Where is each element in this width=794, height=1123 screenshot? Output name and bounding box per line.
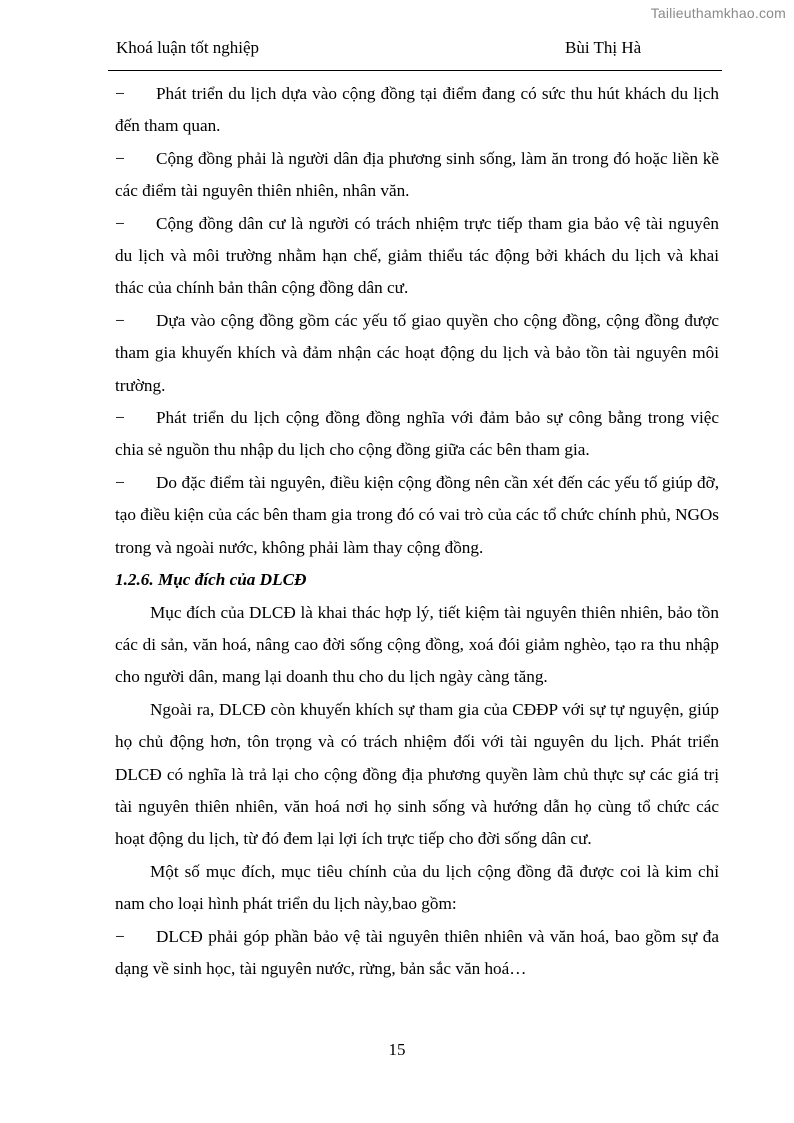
list-item-text: Dựa vào cộng đồng gồm các yếu tố giao quyền cho cộng đồng, cộng đồng được tham gia khuyến khích và đảm nhận các hoạt động du lịch và bảo tồn tài nguyên môi trường. [115, 310, 719, 395]
header-title: Khoá luận tốt nghiệp [116, 38, 260, 57]
list-item-text: DLCĐ phải góp phần bảo vệ tài nguyên thiên nhiên và văn hoá, bao gồm sự đa dạng về sinh học, tài nguyên nước, rừng, bản sắc văn hoá… [115, 926, 719, 978]
list-item [115, 78, 719, 143]
list-item [115, 402, 719, 467]
body-paragraph: Một số mục đích, mục tiêu chính của du lịch cộng đồng đã được coi là kim chỉ nam cho loại hình phát triển du lịch này,bao gồm: [115, 861, 719, 914]
bullet-dash: − [115, 310, 125, 330]
bullet-dash: − [115, 472, 125, 492]
list-item [115, 467, 719, 564]
bullet-dash: − [115, 926, 125, 946]
list-item [115, 305, 719, 402]
bullet-dash: − [115, 148, 125, 168]
list-item-text: Do đặc điểm tài nguyên, điều kiện cộng đồng nên cần xét đến các yếu tố giúp đỡ, tạo điều kiện của các bên tham gia trong đó có vai trò của các tổ chức chính phủ, NGOs trong và ngoài nước, không phải làm thay cộng đồng. [115, 472, 719, 557]
bullet-dash: − [115, 408, 125, 428]
header-author: Bùi Thị Hà [565, 38, 642, 57]
list-item-text: Phát triển du lịch cộng đồng đồng nghĩa với đảm bảo sự công bằng trong việc chia sẻ nguồn thu nhập du lịch cho cộng đồng giữa các bên tham gia. [115, 408, 719, 460]
section-heading: 1.2.6. Mục đích của DLCĐ [115, 570, 307, 590]
body-paragraph: Mục đích của DLCĐ là khai thác hợp lý, tiết kiệm tài nguyên thiên nhiên, bảo tồn các di sản, văn hoá, nâng cao đời sống cộng đồng, xoá đói giảm nghèo, tạo ra thu nhập cho người dân, mang lại doanh thu cho du lịch ngày càng tăng. [115, 602, 719, 687]
body-paragraph: Ngoài ra, DLCĐ còn khuyến khích sự tham gia của CĐĐP với sự tự nguyện, giúp họ chủ động hơn, tôn trọng và có trách nhiệm đối với tài nguyên du lịch. Phát triển DLCĐ có nghĩa là trả lại cho cộng đồng địa phương quyền làm chủ thực sự các giá trị tài nguyên thiên nhiên, văn hoá nơi họ sinh sống và hướng dẫn họ cùng tổ chức các hoạt động du lịch, từ đó đem lại lợi ích trực tiếp cho đời sống dân cư. [115, 699, 719, 849]
page-header [113, 38, 721, 66]
page-body [115, 78, 719, 985]
bullet-dash: − [115, 213, 125, 233]
list-item [115, 143, 719, 208]
list-item-text: Phát triển du lịch dựa vào cộng đồng tại điểm đang có sức thu hút khách du lịch đến tham quan. [115, 84, 719, 136]
list-item [115, 921, 719, 986]
list-item-text: Cộng đồng dân cư là người có trách nhiệm trực tiếp tham gia bảo vệ tài nguyên du lịch và môi trường nhằm hạn chế, giảm thiểu tác động bởi khách du lịch và khai thác của chính bản thân cộng đồng dân cư. [115, 213, 719, 298]
bullet-dash: − [115, 84, 125, 103]
watermark: Tailieuthamkhao.com [650, 5, 786, 21]
list-item [115, 208, 719, 305]
list-item-text: Cộng đồng phải là người dân địa phương sinh sống, làm ăn trong đó hoặc liền kề các điểm tài nguyên thiên nhiên, nhân văn. [115, 148, 719, 201]
header-divider [108, 70, 722, 71]
page-number: 15 [388, 1040, 406, 1059]
